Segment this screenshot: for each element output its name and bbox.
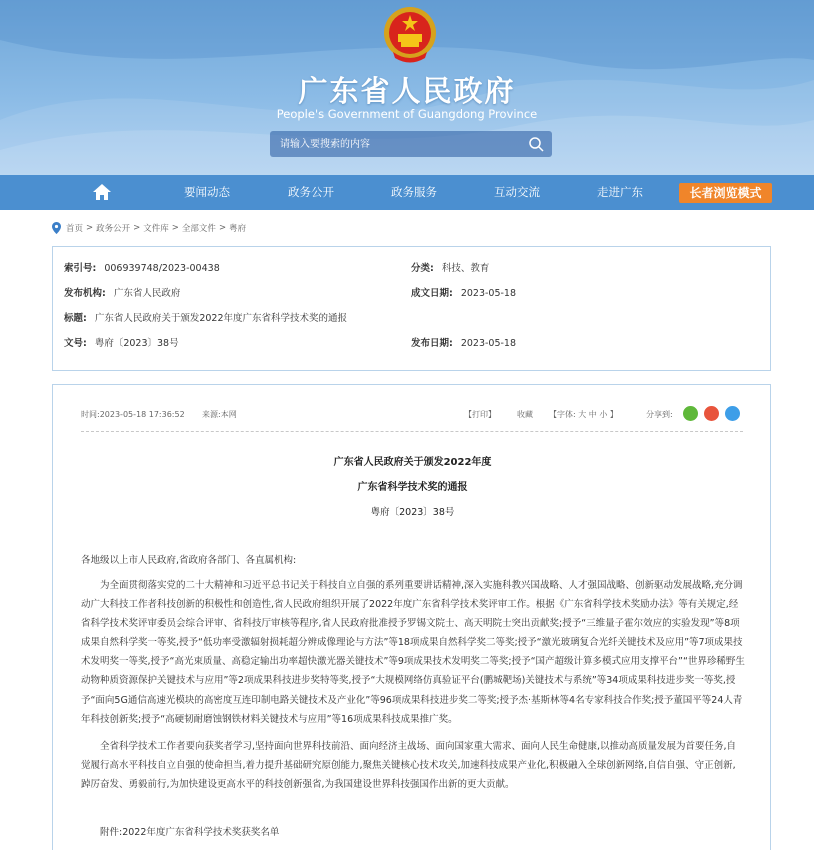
meta-published-row <box>411 335 516 349</box>
article-title-line2: 广东省科学技术奖的通报 <box>357 482 468 493</box>
meta-docno-value: 粤府〔2023〕38号 <box>94 338 179 349</box>
meta-created-value: 2023-05-18 <box>460 288 517 299</box>
meta-docno-row <box>64 335 179 349</box>
breadcrumb-yuefu[interactable]: 粤府 <box>229 224 247 234</box>
favorite-button[interactable]: 收藏 <box>517 410 533 419</box>
search-bar <box>270 131 552 157</box>
meta-created-row <box>411 285 516 299</box>
nav-item-gov-affairs[interactable]: 政务公开 <box>288 185 334 199</box>
search-icon[interactable] <box>528 136 544 152</box>
meta-index-row <box>64 260 220 274</box>
article-salutation: 各地级以上市人民政府,省政府各部门、各直属机构: <box>81 555 297 566</box>
site-subtitle: People's Government of Guangdong Province <box>276 107 538 121</box>
weibo-icon[interactable] <box>704 406 719 421</box>
document-metadata <box>52 246 771 371</box>
meta-published-value: 2023-05-18 <box>460 338 517 349</box>
meta-title-row <box>64 310 347 324</box>
source-label: 来源:本网 <box>202 410 237 419</box>
site-title: 广东省人民政府 <box>298 74 516 108</box>
print-button[interactable]: 【打印】 <box>464 410 496 419</box>
meta-title-value: 广东省人民政府关于颁发2022年度广东省科学技术奖的通报 <box>94 313 347 324</box>
article-title-line1: 广东省人民政府关于颁发2022年度 <box>333 457 492 468</box>
article-paragraph-2: 全省科学技术工作者要向获奖者学习,坚持面向世界科技前沿、面向经济主战场、面向国家重大需求、面向人民生命健康,以推动高质量发展为首要任务,自觉履行高水平科技自立自强的使命担当,着力提升基础研究原创能力,聚焦关键核心技术攻关,加速科技成果产业化,积极融入全球创新网络,自信自强、守正创新,踔厉奋发、勇毅前行,为加快建设更高水平的科技创新强省,为我国建设世界科技强国作出新的更大贡献。 <box>81 741 737 791</box>
meta-docno-label: 文号: <box>64 338 87 349</box>
meta-category-label: 分类: <box>411 263 434 274</box>
site-header <box>0 0 814 175</box>
breadcrumb-separator: > <box>171 223 179 233</box>
nav-item-news[interactable]: 要闻动态 <box>184 185 230 199</box>
meta-org-label: 发布机构: <box>64 288 106 299</box>
nav-item-services[interactable]: 政务服务 <box>391 185 437 199</box>
breadcrumb-all-files[interactable]: 全部文件 <box>181 224 216 234</box>
breadcrumb-gov-affairs[interactable]: 政务公开 <box>96 224 131 234</box>
meta-org-row <box>64 285 180 299</box>
article-doc-number: 粤府〔2023〕38号 <box>370 507 455 518</box>
breadcrumb-home[interactable]: 首页 <box>66 224 84 234</box>
nav-item-interaction[interactable]: 互动交流 <box>494 185 540 199</box>
elder-mode-button[interactable]: 长者浏览模式 <box>679 183 772 203</box>
meta-published-label: 发布日期: <box>411 338 453 349</box>
toolbar-divider <box>81 431 743 432</box>
breadcrumb-separator: > <box>133 223 141 233</box>
publish-time: 时间:2023-05-18 17:36:52 <box>81 410 185 419</box>
breadcrumb-separator: > <box>218 223 227 233</box>
qq-icon[interactable] <box>725 406 740 421</box>
national-emblem-icon <box>381 4 439 66</box>
meta-index-label: 索引号: <box>64 263 97 274</box>
meta-index-value: 006939748/2023-00438 <box>104 263 220 274</box>
article-attachment[interactable]: 附件:2022年度广东省科学技术奖获奖名单 <box>100 827 280 838</box>
nav-item-about[interactable]: 走进广东 <box>597 185 643 199</box>
meta-created-label: 成文日期: <box>411 288 453 299</box>
wechat-icon[interactable] <box>683 406 698 421</box>
meta-org-value: 广东省人民政府 <box>113 288 181 299</box>
home-icon[interactable] <box>92 183 112 201</box>
meta-title-label: 标题: <box>64 313 87 324</box>
breadcrumb <box>52 221 246 235</box>
article-container <box>52 384 771 850</box>
meta-category-value: 科技、教育 <box>441 263 490 274</box>
article-paragraph-1: 为全面贯彻落实党的二十大精神和习近平总书记关于科技自立自强的系列重要讲话精神,深入实施科教兴国战略、人才强国战略、创新驱动发展战略,充分调动广大科技工作者科技创新的积极性和创造性,省人民政府组织开展了2022年度广东省科学技术奖评审工作。根据《广东省科学技术奖励办法》等有关规定,经省科学技术奖评审委员会综合评审、省科技厅审核等程序,省人民政府批准授予罗锡文院士、高天明院士突出贡献奖;授予“三维量子霍尔效应的实验发现”等8项成果自然科学奖一等奖,授予“低功率受激辐射损耗超分辨成像理论与方法”等18项成果自然科学奖二等奖;授予“激光玻璃复合光纤关键技术及应用”等7项成果技术发明奖一等奖,授予“高光束质量、高稳定输出功率超快激光器关键技术”等9项成果技术发明奖二等奖;授予“国产超级计算多模式应用支撑平台”“世界珍稀野生动物种质资源保护关键技术与应用”等2项成果科技进步奖特等奖,授予“大规模网络仿真验证平台(鹏城靶场)关键技术与系统”等34项成果科技进步奖一等奖,授予“面向5G通信高速光模块的高密度互连印制电路关键技术及产业化”等96项成果科技进步奖二等奖;授予杰·基斯林等4名专家科技合作奖;授予董国平等24人青年科技创新奖;授予“高硬韧耐磨蚀钢铁材料关键技术与应用”等16项成果科技成果推广奖。 <box>81 580 745 725</box>
breadcrumb-file-library[interactable]: 文件库 <box>143 224 169 234</box>
breadcrumb-separator: > <box>86 223 94 233</box>
share-label: 分享到: <box>646 410 673 419</box>
font-size-control[interactable]: 【字体: 大 中 小 】 <box>549 410 618 419</box>
meta-category-row <box>411 260 489 274</box>
article-toolbar <box>81 406 743 422</box>
main-nav <box>0 175 814 210</box>
location-pin-icon <box>52 222 61 234</box>
search-input[interactable] <box>270 131 520 157</box>
